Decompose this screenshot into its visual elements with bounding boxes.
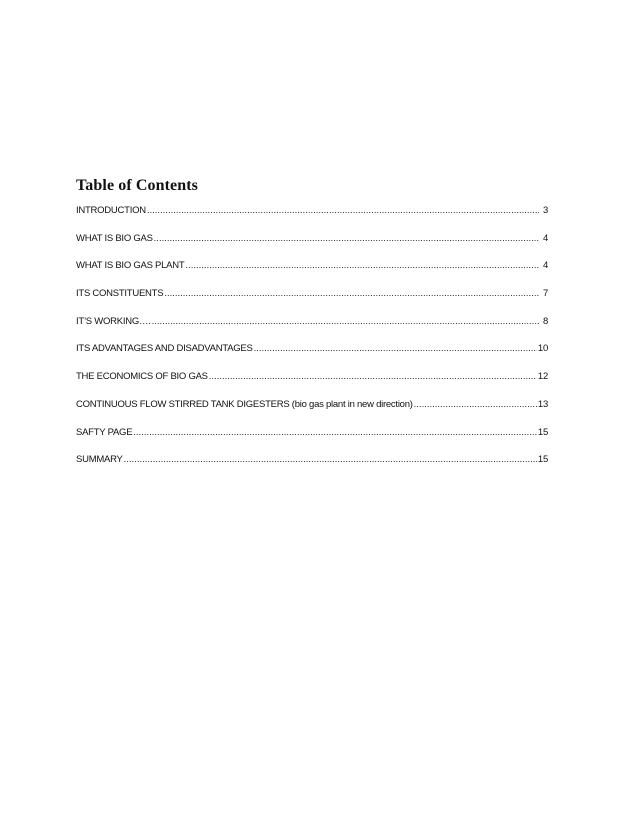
dot-leader [185,259,539,273]
toc-entry-page-number: 15 [537,426,548,438]
toc-entry-label: IT’S WORKING…. [76,315,151,327]
dot-leader [154,232,539,246]
dot-leader [152,315,539,329]
toc-entry-label: CONTINUOUS FLOW STIRRED TANK DIGESTERS (bio gas plant in new direction) [76,398,413,410]
toc-entry-label: WHAT IS BIO GAS [76,232,153,244]
toc-entry-stirred-tank-digesters[interactable] [76,398,548,426]
toc-entry-page-number: 15 [537,454,548,466]
toc-entry-page-number: 10 [537,343,548,355]
toc-entry-page-number: 4 [542,232,548,244]
toc-entry-label: ITS ADVANTAGES AND DISADVANTAGES [76,343,253,355]
toc-entry-page-number: 12 [537,371,548,383]
toc-entry-advantages-disadvantages[interactable] [76,342,548,370]
toc-entry-safty-page[interactable] [76,426,548,454]
toc-entry-its-working[interactable] [76,315,548,343]
dot-leader [164,287,539,301]
dot-leader [147,204,539,218]
toc-entry-page-number: 8 [542,315,548,327]
toc-entry-label: SUMMARY [76,454,123,466]
toc-entry-label: WHAT IS BIO GAS PLANT [76,260,185,272]
toc-entry-its-constituents[interactable] [76,287,548,315]
toc-entry-summary[interactable] [76,453,548,481]
toc-entry-page-number: 13 [537,398,548,410]
dot-leader [209,370,537,384]
toc-entry-label: ITS CONSTITUENTS [76,288,164,300]
dot-leader [133,426,537,440]
toc-entry-introduction[interactable] [76,204,548,232]
toc-entry-page-number: 7 [542,288,548,300]
toc-heading: Table of Contents [76,177,199,194]
toc-entry-page-number: 3 [542,205,548,216]
dot-leader [124,453,537,467]
toc-entry-what-is-bio-gas-plant[interactable] [76,259,548,287]
toc-entry-label: INTRODUCTION [76,205,146,216]
toc-entry-label: THE ECONOMICS OF BIO GAS [76,371,208,383]
toc-entry-what-is-bio-gas[interactable] [76,232,548,260]
table-of-contents [76,204,548,481]
dot-leader [414,398,537,412]
toc-entry-economics-of-bio-gas[interactable] [76,370,548,398]
dot-leader [254,342,537,356]
toc-entry-page-number: 4 [542,260,548,272]
toc-entry-label: SAFTY PAGE [76,426,133,438]
